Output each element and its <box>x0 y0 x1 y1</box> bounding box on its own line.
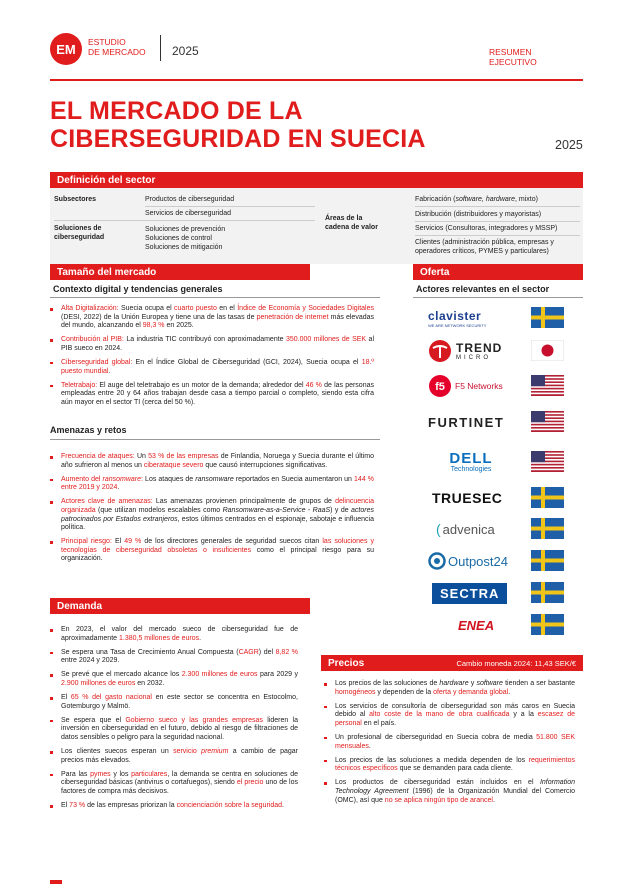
brand-text <box>88 37 146 57</box>
f5-circle-icon <box>428 374 452 398</box>
vendor-name: advenica <box>442 521 495 537</box>
list-item: Principal riesgo: El 49 % de los directores generales de seguridad suecos citan las soluciones y tecnologías de ciberseguridad obsoletas o insuficientes como el principal riesgo para su organización. <box>48 538 374 564</box>
list-item: Alta Digitalización: Suecia ocupa el cuarto puesto en el Índice de Economía y Sociedades Digitales (DESI, 2022) de la Unión Europea y tiene una de las tasas de penetración de internet más elevadas del mundo, alcanzando el 98,3 % en 2025. <box>48 305 374 331</box>
section-title: Tamaño del mercado <box>57 266 157 278</box>
precios-list <box>322 680 575 811</box>
area-fabricacion <box>415 195 538 204</box>
trendmicro-ball-icon <box>428 339 452 363</box>
list-item: Se espera una Tasa de Crecimiento Anual Compuesta (CAGR) del 8,82 % entre 2024 y 2029. <box>48 649 298 666</box>
title-line-2: CIBERSEGURIDAD EN SUECIA <box>50 125 426 153</box>
row-divider <box>415 221 580 222</box>
section-title: Definición del sector <box>57 175 156 186</box>
sweden-flag-icon <box>531 550 564 571</box>
areas-label <box>325 214 378 232</box>
sol-prevencion: Soluciones de prevención <box>145 226 226 233</box>
vendor-dell <box>416 448 581 478</box>
area-fab-b: software, hardware <box>455 196 515 203</box>
row-divider <box>54 220 315 221</box>
vendor-name: Outpost24 <box>448 553 508 569</box>
section-title: Demanda <box>57 600 103 612</box>
sweden-flag-icon <box>531 487 564 508</box>
row-divider <box>145 206 315 207</box>
vendor-name: clavister <box>428 308 482 323</box>
list-item: El 73 % de las empresas priorizan la concienciación sobre la seguridad. <box>48 802 298 811</box>
usa-flag-icon <box>531 451 564 472</box>
list-item: Teletrabajo: El auge del teletrabajo es un motor de la demanda; alrededor del 46 % de las personas empleadas entre 20 y 64 años trabajan desde casa a tiempo parcial o completo, siendo esta cifra aún mayor en el sector TI (cerca del 50 %). <box>48 382 374 408</box>
area-clientes-b: operadores críticos, PYMES y particulares) <box>415 248 549 255</box>
title-year: 2025 <box>555 138 583 152</box>
truesec-logo <box>428 484 528 512</box>
subhead-rule <box>413 297 583 298</box>
soluciones-list <box>145 225 225 252</box>
row-servicios: Servicios de ciberseguridad <box>145 210 231 217</box>
enea-logo <box>428 611 528 639</box>
list-item: Los precios de las soluciones a medida dependen de los requerimientos técnicos específicos que se demanden para cada cliente. <box>322 757 575 774</box>
vendor-tagline: WE ARE NETWORK SECURITY <box>428 322 487 328</box>
section-demanda <box>50 598 310 614</box>
row-productos: Productos de ciberseguridad <box>145 196 235 203</box>
japan-flag-icon <box>531 340 564 361</box>
list-item: Para las pymes y los particulares, la demanda se centra en soluciones de ciberseguridad básicas (antivirus o cortafuegos), siendo el precio uno de los factores de compra más decisivos. <box>48 771 298 797</box>
sweden-flag-icon <box>531 518 564 539</box>
section-title: Precios <box>328 657 365 669</box>
section-oferta <box>413 264 583 280</box>
footer-accent <box>50 880 62 884</box>
amenazas-list <box>48 453 374 570</box>
vendor-name: DELL <box>449 450 493 467</box>
list-item: Aumento del ransomware: Los ataques de ransomware reportados en Suecia aumentaron un 144 % entre 2019 y 2024. <box>48 476 374 493</box>
vendor-tagline: Technologies <box>450 466 492 473</box>
vendor-name: FURTINET <box>428 414 505 430</box>
sweden-flag-icon <box>531 307 564 328</box>
header-divider <box>160 35 161 61</box>
advenica-logo <box>428 515 528 543</box>
area-clientes <box>415 238 554 256</box>
subsectores-label: Subsectores <box>54 196 97 203</box>
header-year: 2025 <box>172 44 199 58</box>
usa-flag-icon <box>531 375 564 396</box>
subhead-rule <box>50 297 380 298</box>
summary-label <box>489 47 537 67</box>
vendor-name: F5 Networks <box>455 381 503 391</box>
vendor-outpost24 <box>416 547 581 577</box>
title-line-1: EL MERCADO DE LA <box>50 97 303 125</box>
row-divider <box>415 206 580 207</box>
vendor-name: TREND <box>456 341 503 355</box>
subhead-amenazas: Amenazas y retos <box>50 425 127 435</box>
list-item: Contribución al PIB: La industria TIC contribuyó con aproximadamente 350.000 millones de SEK al PIB sueco en 2024. <box>48 336 374 353</box>
list-item: Los servicios de consultoría de ciberseguridad son más caros en Suecia debido al alto coste de la mano de obra cualificada y a la escasez de personal en el país. <box>322 703 575 729</box>
subhead-contexto: Contexto digital y tendencias generales <box>53 284 223 294</box>
list-item: Los precios de las soluciones de hardware y software tienden a ser bastante homogéneos y dependen de la oferta y demanda global. <box>322 680 575 697</box>
em-logo: EM <box>50 33 82 65</box>
list-item: Los productos de ciberseguridad están incluidos en el Information Technology Agreement (1996) de la Organización Mundial del Comercio (OMC), así que no se aplica ningún tipo de arancel. <box>322 779 575 805</box>
sol-mitigacion: Soluciones de mitigación <box>145 244 223 251</box>
section-definicion <box>50 172 583 189</box>
list-item: Actores clave de amenazas: Las amenazas provienen principalmente de grupos de delincuencia organizada (que utilizan modelos escalables como Ransomware-as-a-Service - RaaS) y de actores patrocinados por Estados extranjeros, estos últimos centrados en el espionaje, sabotaje e influencia política. <box>48 498 374 532</box>
vendor-name: TRUESEC <box>432 490 503 506</box>
header-rule <box>50 79 583 81</box>
soluciones-label <box>54 224 104 242</box>
demanda-list <box>48 626 298 816</box>
sweden-flag-icon <box>531 614 564 635</box>
advenica-mark-icon: ( <box>436 521 441 537</box>
list-item: Se espera que el Gobierno sueco y las grandes empresas lideren la inversión en ciberseguridad en el futuro, debido al riesgo de filtraciones de datos sensibles o peligro para la seguridad nacional. <box>48 717 298 743</box>
contexto-list <box>48 305 374 413</box>
definition-table <box>50 188 583 264</box>
list-item: En 2023, el valor del mercado sueco de ciberseguridad fue de aproximadamente 1.380,5 millones de euros. <box>48 626 298 643</box>
summary-line-1: RESUMEN <box>489 47 532 57</box>
vendor-f5 <box>416 372 581 402</box>
sweden-flag-icon <box>531 582 564 603</box>
vendor-fortinet <box>416 408 581 438</box>
vendor-tagline: MICRO <box>456 355 491 361</box>
row-divider <box>415 235 580 236</box>
list-item: Frecuencia de ataques: Un 53 % de las empresas de Finlandia, Noruega y Suecia durante el último año sufrieron al menos un ciberataque severo que causó interrupciones significativas. <box>48 453 374 470</box>
list-item: Ciberseguridad global: En el Índice Global de Ciberseguridad (GCI, 2024), Suecia ocupa el 18.º puesto mundial. <box>48 359 374 376</box>
trendmicro-logo <box>428 337 528 365</box>
vendor-truesec <box>416 484 581 514</box>
vendor-sectra <box>416 579 581 609</box>
dell-logo <box>436 448 506 476</box>
area-fab-a: Fabricación ( <box>415 196 456 203</box>
vendor-name: SECTRA <box>432 583 507 604</box>
section-tamano <box>50 264 310 280</box>
soluciones-label-1: Soluciones de <box>54 225 102 232</box>
subhead-actores: Actores relevantes en el sector <box>416 284 550 294</box>
vendor-trendmicro <box>416 337 581 367</box>
outpost24-ring-icon <box>428 552 446 570</box>
clavister-logo <box>428 304 528 332</box>
area-clientes-a: Clientes (administración pública, empresas y <box>415 239 554 246</box>
subhead-rule <box>50 439 380 440</box>
f5-logo <box>428 372 528 400</box>
soluciones-label-2: ciberseguridad <box>54 234 105 241</box>
page-title <box>50 97 426 153</box>
section-precios <box>321 655 583 671</box>
fortinet-logo <box>428 408 528 436</box>
exchange-rate: Cambio moneda 2024: 11,43 SEK/€ <box>456 658 576 668</box>
areas-label-1: Áreas de la <box>325 215 363 222</box>
vendor-enea <box>416 611 581 641</box>
section-title: Oferta <box>420 266 450 278</box>
areas-label-2: cadena de valor <box>325 224 378 231</box>
vendor-name: ENEA <box>458 617 495 633</box>
area-servicios: Servicios (Consultoras, integradores y MSSP) <box>415 225 558 232</box>
sectra-logo <box>428 579 528 607</box>
outpost24-logo <box>428 547 528 575</box>
brand-line-2: DE MERCADO <box>88 47 146 57</box>
list-item: Un profesional de ciberseguridad en Suecia cobra de media 51.800 SEK mensuales. <box>322 734 575 751</box>
list-item: Se prevé que el mercado alcance los 2.300 millones de euros para 2029 y 2.900 millones de euros en 2032. <box>48 671 298 688</box>
usa-flag-icon <box>531 411 564 432</box>
list-item: Los clientes suecos esperan un servicio premium a cambio de pagar precios más elevados. <box>48 748 298 765</box>
summary-line-2: EJECUTIVO <box>489 57 537 67</box>
area-distribucion: Distribución (distribuidores y mayoristas) <box>415 211 542 218</box>
vendor-advenica <box>416 515 581 545</box>
list-item: El 65 % del gasto nacional en este sector se concentra en Estocolmo, Gotemburgo y Malmö. <box>48 694 298 711</box>
sol-control: Soluciones de control <box>145 235 212 242</box>
vendor-clavister <box>416 304 581 334</box>
brand-line-1: ESTUDIO <box>88 37 126 47</box>
area-fab-c: , mixto) <box>515 196 538 203</box>
svg-text:f5: f5 <box>435 381 445 393</box>
